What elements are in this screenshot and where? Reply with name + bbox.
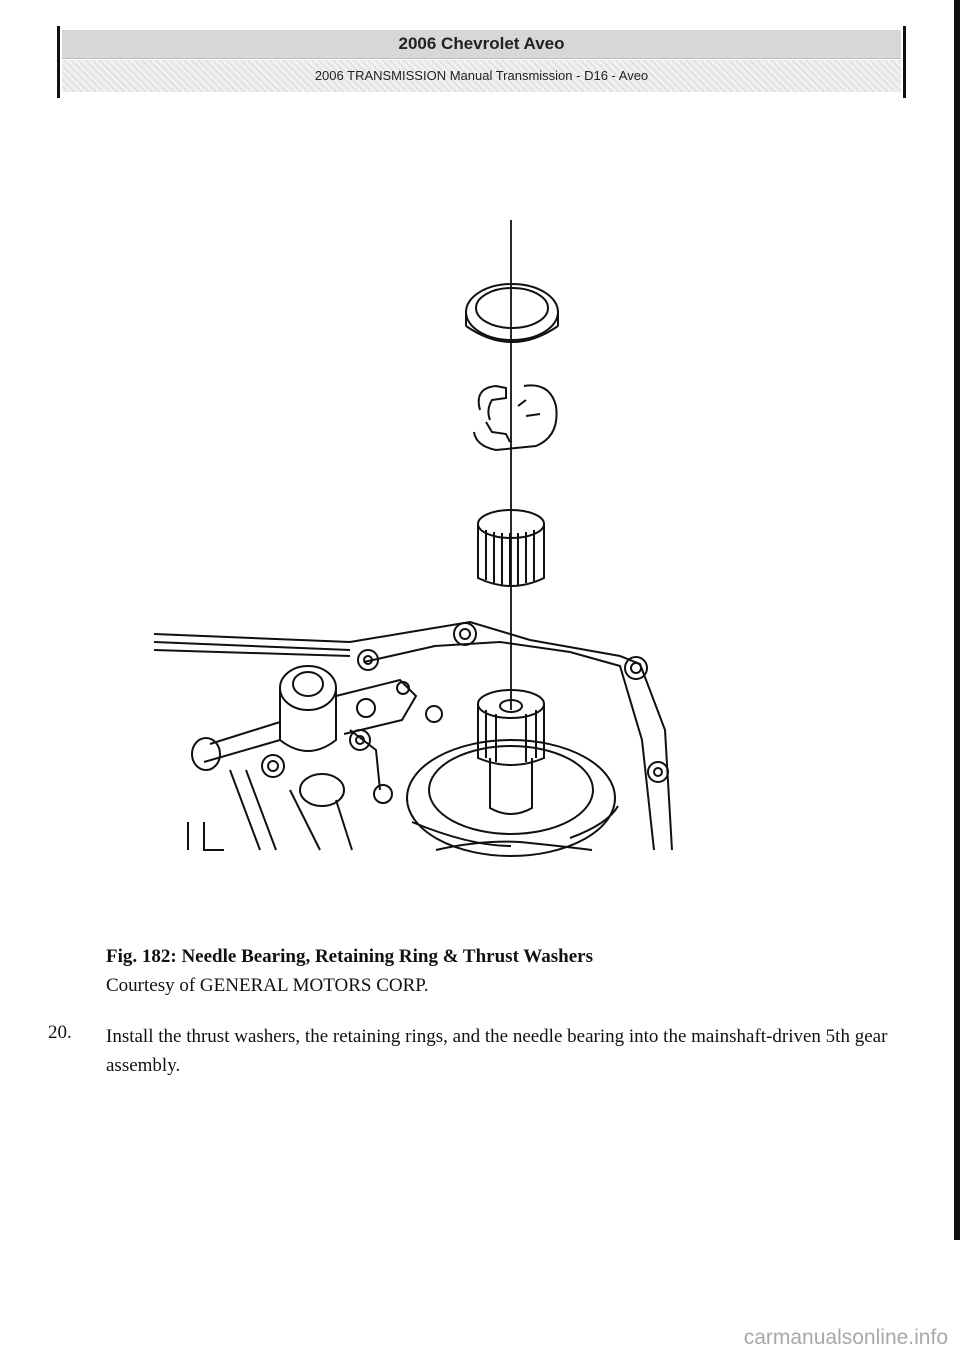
step-instruction: Install the thrust washers, the retaining rings, and the needle bearing into the mainshaft-driven 5th gear assembly.: [106, 1026, 888, 1076]
site-watermark: carmanualsonline.info: [743, 1326, 948, 1349]
figure-caption-title: Fig. 182: Needle Bearing, Retaining Ring & Thrust Washers: [106, 946, 593, 967]
retaining-ring-part: [474, 385, 557, 450]
thrust-washer-part: [466, 284, 558, 342]
exploded-view-illustration: [140, 210, 700, 860]
document-title: 2006 Chevrolet Aveo: [62, 30, 901, 59]
step-number: 20.: [48, 1022, 72, 1043]
document-subtitle: 2006 TRANSMISSION Manual Transmission - D16 - Aveo: [62, 60, 901, 92]
page-edge: [954, 0, 960, 1240]
header-border-right: [903, 26, 906, 98]
mainshaft-gear-part: [407, 690, 618, 856]
shift-linkage-part: [188, 666, 416, 850]
header-border-left: [57, 26, 60, 98]
figure-caption-courtesy: Courtesy of GENERAL MOTORS CORP.: [106, 975, 429, 996]
